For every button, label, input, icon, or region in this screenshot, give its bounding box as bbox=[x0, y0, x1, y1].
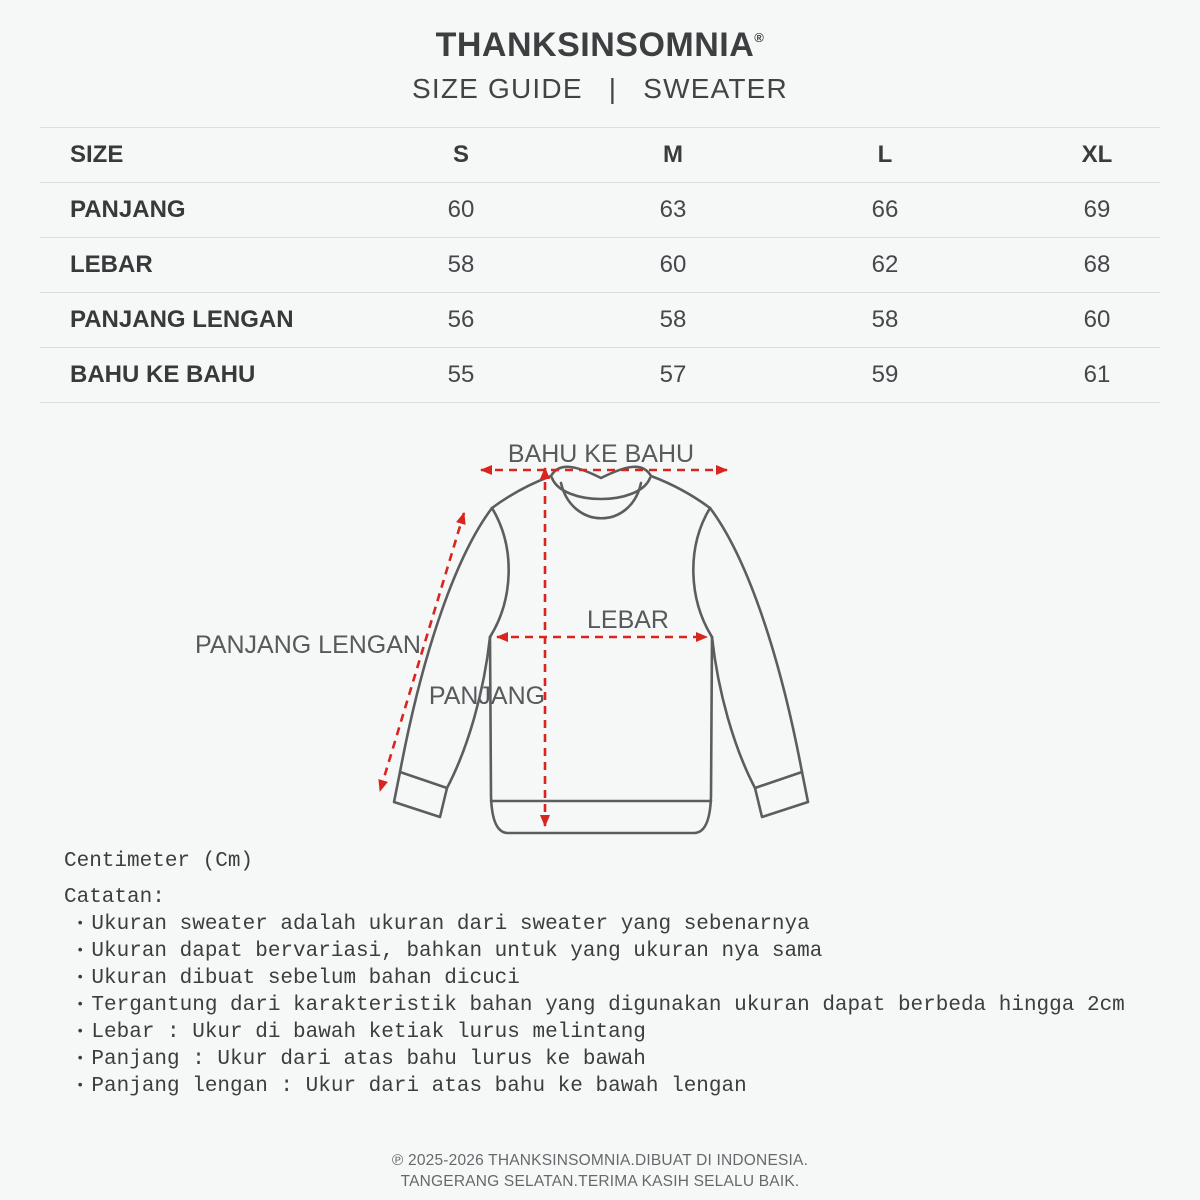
bullet-icon: • bbox=[76, 943, 85, 959]
row-label: BAHU KE BAHU bbox=[70, 361, 256, 388]
note-item bbox=[64, 911, 1125, 938]
cell-value: 60 bbox=[1083, 306, 1111, 333]
cell-value: 68 bbox=[1083, 251, 1111, 278]
note-text: Ukuran dapat bervariasi, bahkan untuk yang ukuran nya sama bbox=[91, 940, 823, 963]
row-label: PANJANG LENGAN bbox=[70, 306, 294, 333]
subtitle-size-guide: SIZE GUIDE bbox=[412, 73, 583, 104]
brand-title bbox=[0, 26, 1200, 65]
table-row-panjang-lengan bbox=[40, 293, 1160, 348]
table-row-panjang bbox=[40, 183, 1160, 238]
cell-value: 61 bbox=[1083, 361, 1111, 388]
cell-value: 59 bbox=[871, 361, 899, 388]
note-text: Panjang lengan : Ukur dari atas bahu ke bawah lengan bbox=[91, 1075, 747, 1098]
note-text: Tergantung dari karakteristik bahan yang digunakan ukuran dapat berbeda hingga 2cm bbox=[91, 994, 1125, 1017]
footer-line-2: TANGERANG SELATAN.TERIMA KASIH SELALU BAIK. bbox=[400, 1173, 800, 1190]
subtitle-separator: | bbox=[608, 73, 618, 104]
cell-value: 57 bbox=[659, 361, 687, 388]
notes-heading: Catatan: bbox=[64, 886, 165, 909]
table-row-bahu-ke-bahu bbox=[40, 348, 1160, 403]
note-item bbox=[64, 965, 1125, 992]
column-header-s: S bbox=[452, 141, 469, 168]
column-header-size: SIZE bbox=[70, 141, 124, 168]
cell-value: 69 bbox=[1083, 196, 1111, 223]
header bbox=[0, 26, 1200, 105]
cell-value: 58 bbox=[447, 251, 475, 278]
cell-value: 60 bbox=[659, 251, 687, 278]
column-header-l: L bbox=[877, 141, 893, 168]
note-item bbox=[64, 992, 1125, 1019]
bullet-icon: • bbox=[76, 970, 85, 986]
cell-value: 62 bbox=[871, 251, 899, 278]
note-item bbox=[64, 1019, 1125, 1046]
cell-value: 66 bbox=[871, 196, 899, 223]
table-row-lebar bbox=[40, 238, 1160, 293]
page-subtitle bbox=[0, 73, 1200, 105]
brand-name: THANKSINSOMNIA bbox=[435, 26, 755, 64]
sweater-measurement-diagram bbox=[190, 430, 830, 850]
registered-trademark-symbol: ® bbox=[754, 30, 765, 45]
length-label: PANJANG bbox=[428, 682, 546, 710]
cell-value: 63 bbox=[659, 196, 687, 223]
size-table bbox=[40, 127, 1160, 403]
footer-line-1: ℗ 2025-2026 THANKSINSOMNIA.DIBUAT DI INDONESIA. bbox=[391, 1152, 809, 1169]
cell-value: 55 bbox=[447, 361, 475, 388]
note-text: Lebar : Ukur di bawah ketiak lurus melintang bbox=[91, 1021, 646, 1044]
footer bbox=[0, 1150, 1200, 1192]
cell-value: 60 bbox=[447, 196, 475, 223]
bullet-icon: • bbox=[76, 1078, 85, 1094]
note-item bbox=[64, 938, 1125, 965]
cell-value: 58 bbox=[871, 306, 899, 333]
cell-value: 58 bbox=[659, 306, 687, 333]
row-label: PANJANG bbox=[70, 196, 186, 223]
bullet-icon: • bbox=[76, 916, 85, 932]
shoulder-to-shoulder-label: BAHU KE BAHU bbox=[507, 440, 695, 468]
cell-value: 56 bbox=[447, 306, 475, 333]
notes-section bbox=[64, 850, 1125, 1100]
bullet-icon: • bbox=[76, 997, 85, 1013]
sweater-outline bbox=[394, 467, 808, 833]
note-text: Ukuran dibuat sebelum bahan dicuci bbox=[91, 967, 520, 990]
bullet-icon: • bbox=[76, 1024, 85, 1040]
note-text: Ukuran sweater adalah ukuran dari sweater yang sebenarnya bbox=[91, 913, 810, 936]
note-text: Panjang : Ukur dari atas bahu lurus ke bawah bbox=[91, 1048, 646, 1071]
bullet-icon: • bbox=[76, 1051, 85, 1067]
width-label: LEBAR bbox=[587, 606, 669, 634]
note-item bbox=[64, 1046, 1125, 1073]
measurement-unit: Centimeter (Cm) bbox=[64, 850, 254, 873]
sleeve-length-label: PANJANG LENGAN bbox=[195, 631, 421, 659]
subtitle-garment-type: SWEATER bbox=[643, 73, 788, 104]
size-table-header-row bbox=[40, 128, 1160, 183]
column-header-xl: XL bbox=[1081, 141, 1113, 168]
row-label: LEBAR bbox=[70, 251, 153, 278]
column-header-m: M bbox=[663, 141, 683, 168]
note-item bbox=[64, 1073, 1125, 1100]
